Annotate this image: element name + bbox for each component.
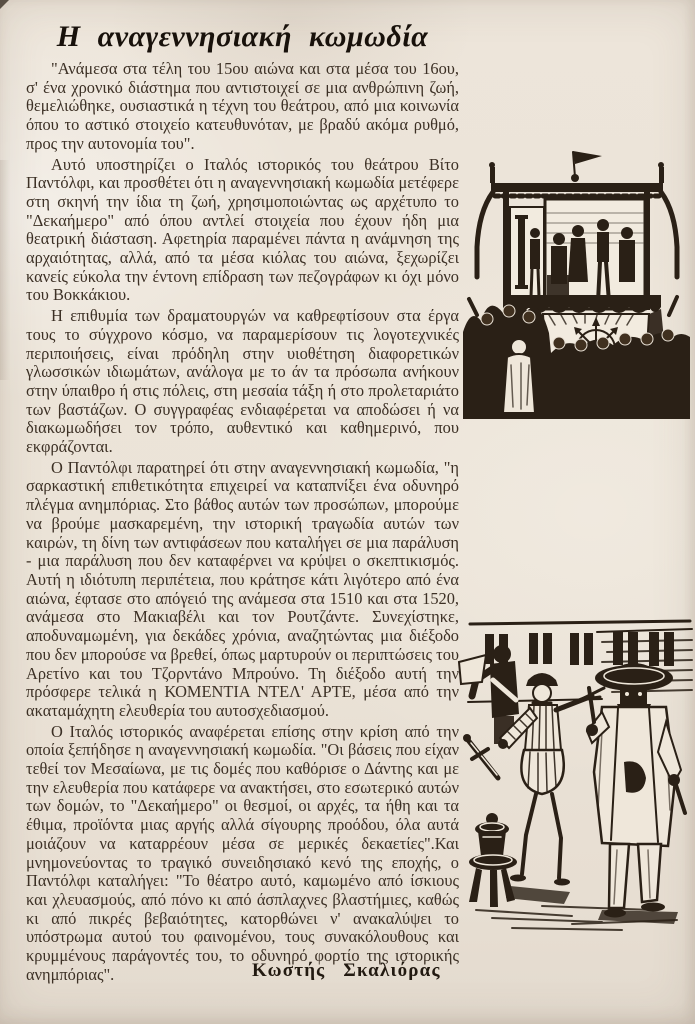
scan-corner-artifact xyxy=(0,0,9,9)
paragraph: Ο Ιταλός ιστορικός αναφέρεται επίσης στην κρίση από την οποία ξεπήδησε η αναγεννησιακή κωμωδία. "Οι βάσεις που είχαν τεθεί τον Μεσαίωνα, με τις δομές που καθόρισε ο Δάντης και με την ελευθερία που κατάφερε να ανακτήσει, στο εσωτερικό αυτών των δομών, το "Δεκαήμερο" οι θεσμοί, οι αρχές, τα ήθη και τα έθιμα, προϊόντα μιας αργής αλλά σίγουρης προόδου, όλα αυτά μοιάζουν να καταρρέουν μέσα σε μερικές δεκαετίες".Και μνημονεύοντας το τραγικό συνειδησιακό κενό της εποχής, ο Παντόλφι καταλήγει: "Το θέατρο αυτό, καμωμένο από ίσκιους και χλευασμούς, από πόνο κι από άσπλαχνες βλαστήμιες, καθώς κι από πικρές βεβαιότητες, κατορθώνει ν' ανακαλύψει το υπόστρωμα αυτού του φαινομένου, τους συνακόλουθους και κρυμμένους παράγοντές του, το οδυνηρό φορτίο της ιστορικής ανημπόριας". xyxy=(26,721,459,984)
street-stage-crowd-woodcut-svg xyxy=(463,147,690,426)
flag-icon xyxy=(571,151,602,182)
paragraph: Αυτό υποστηρίζει ο Ιταλός ιστορικός του θεάτρου Βίτο Παντόλφι, και προσθέτει ότι η αναγεννησιακή κωμωδία μετέφερε στη σκηνή την ίδια τη ζωή, χρησιμοποιώντας ως αρχέτυπο το "Δεκαήμερο" από όπου αντλεί στοιχεία που έχουν ήδη μια θεατρική διάσταση. Αφετηρία παραμένει πάντα η ανάμνηση της αρχαιότητας, αλλά, από τα μέσα κιόλας του αιώνα, ξεχωρίζει κανείς εύκολα την έντονη επίδραση των πεζογράφων κι όχι μόνο του Βοκκάκιου. xyxy=(26,154,459,305)
author-signature: Κωστής Σκαλιόρας xyxy=(252,960,441,981)
bearded-actor xyxy=(585,663,685,918)
article-body xyxy=(26,60,459,986)
commedia-actors-woodcut xyxy=(452,610,695,940)
paragraph: Ο Παντόλφι παρατηρεί ότι στην αναγεννησιακή κωμωδία, "η σαρκαστική επιθετικότητα επιχειρεί να καταπνίξει ένα οδυνηρό πλέγμα ανημπόριας. Στο βάθος αυτών των προσώπων, μπορούμε να βρούμε μασκαρεμένη, την ιστορική τραγωδία αυτών των καιρών, τη δίνη των αντιφάσεων που καταλήγει σε μια παράλυση - μια παράλυση που δεν καταφέρνει να κρύψει ο σκεπτικισμός. Αυτή η ιδιότυπη περιπέτεια, που κράτησε κάτι λιγότερο από ένα αιώνα, έφτασε στο απόγειό της ανάμεσα στα 1510 και στα 1520, ανάμεσα στο Μακιαβέλι και τον Ρουτζάντε. Συνεχίστηκε, αποδυναμωμένη, για δεκάδες χρόνια, αναζητώντας μια διέξοδο που δεν μπορούσε να βρεθεί, όπως μαρτυρούν οι περιπτώσεις του Αρετίνο και του Τζορντάνο Μπρούνο. Τη διέξοδο αυτή την πρόσφερε τελικά η ΚΟΜΕΝΤΙΑ ΝΤΕΛ' ΑΡΤΕ, μέσα από την ακαταμάχητη ελευθερία του αυτοσχεδιασμού. xyxy=(26,457,460,720)
scan-edge-shadow xyxy=(0,160,10,380)
background-figure xyxy=(459,645,519,778)
commedia-actors-woodcut-svg xyxy=(452,610,695,940)
page-title: Η αναγεννησιακή κωμωδία xyxy=(56,20,429,53)
paragraph: Η επιθυμία των δραματουργών να καθρεφτίσουν στα έργα τους το σύγχρονο κόσμο, να παραμερίσουν τις λογοτεχνικές περιποιήσεις, είναι πρόδηλη στην υιοθέτηση διαφορετικών γλωσσικών ιδιωμάτων, ανάλογα με το άν τα πρόσωπα ανήκουν στην ύπαιθρο ή στις πόλεις, στη μεσαία τάξη ή στο προλεταριάτο των βαστάζων. Ο συγγραφέας ενδιαφέρεται να αποδώσει ή να διακωμωδήσει τον τρόπο, αυθεντικό και καθημερινό, που εκφράζονται. xyxy=(26,306,459,457)
street-stage-crowd-woodcut xyxy=(463,147,690,426)
paragraph: "Ανάμεσα στα τέλη του 15ου αιώνα και στα μέσα του 16ου, σ' ένα χρονικό διάστημα που αντιστοιχεί σε μια ανθρώπινη ζωή, θεμελιώθηκε, ουσιαστικά η τέχνη του θεάτρου, από μια κοινωνία όπου το αστικό στοιχείο κατευθυνόταν, με βραδύ ακόμα ρυθμό, προς την αυτονομία του". xyxy=(26,59,459,153)
